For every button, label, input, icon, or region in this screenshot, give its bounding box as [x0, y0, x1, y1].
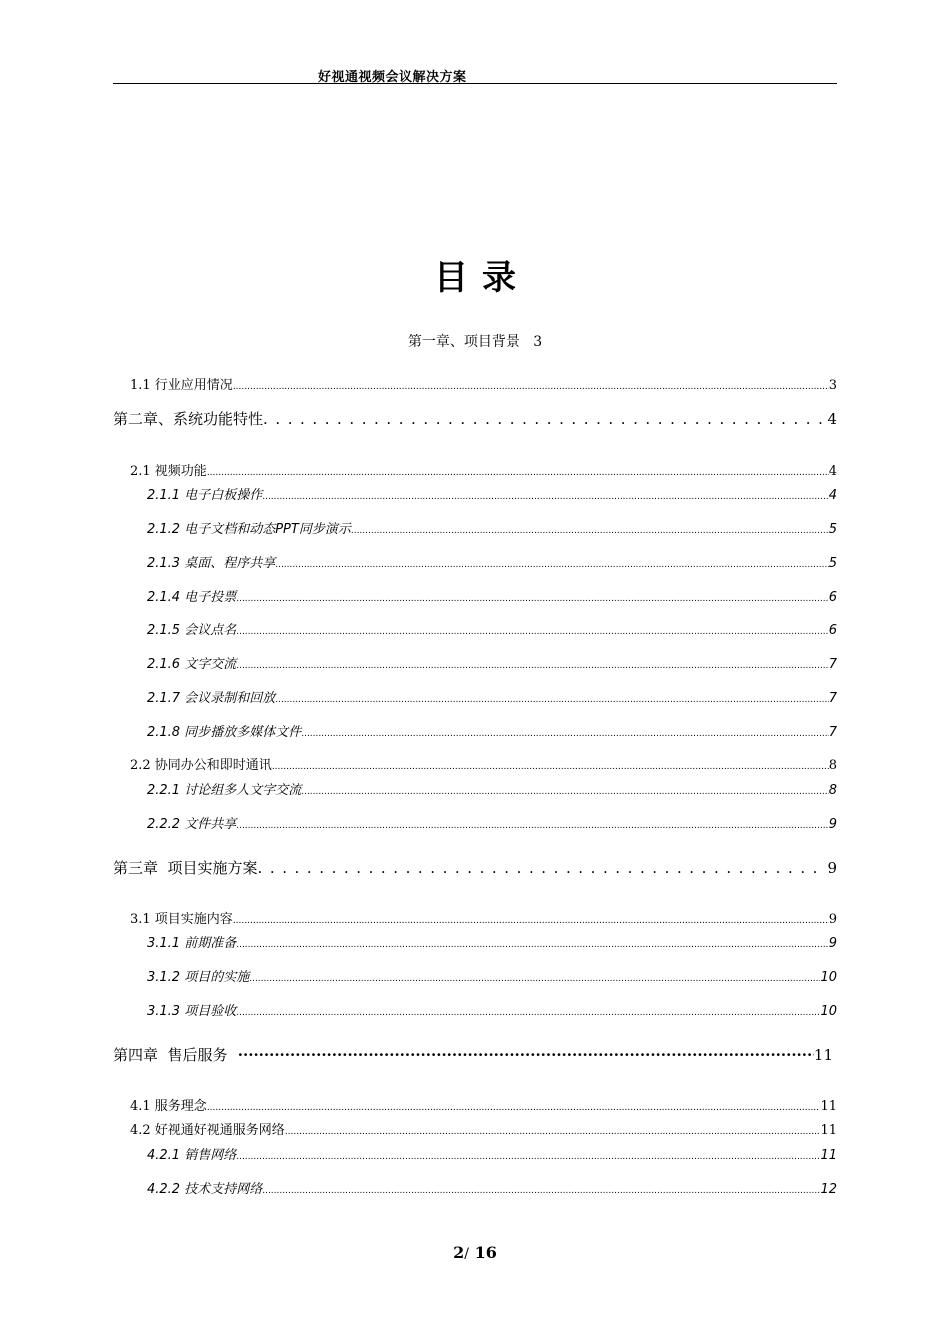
- toc-entry-label: 3.1.1 前期准备: [147, 936, 237, 951]
- total-page-count: 16: [469, 1243, 497, 1262]
- toc-entry-label: 3.1 项目实施内容: [130, 912, 233, 927]
- toc-entry-label: 4.1 服务理念: [130, 1099, 207, 1114]
- toc-entry-page: 9: [828, 817, 837, 832]
- dot-leader: [236, 661, 829, 671]
- dot-leader: [263, 410, 825, 428]
- toc-entry-3-1-1[interactable]: [147, 932, 837, 951]
- dot-leader: [236, 627, 829, 637]
- dot-leader: [207, 1103, 821, 1113]
- toc-entry-2-2-2[interactable]: [147, 813, 837, 832]
- dot-leader: [285, 1127, 821, 1137]
- dot-leader: [351, 526, 829, 536]
- toc-entry-label: 2.1.8 同步播放多媒体文件: [147, 725, 302, 740]
- toc-entry-page: 6: [828, 590, 837, 605]
- dot-leader: [207, 468, 829, 478]
- toc-entry-2-1-8[interactable]: [147, 721, 837, 740]
- toc-entry-label: 3.1.3 项目验收: [147, 1004, 237, 1019]
- dot-leader: [236, 821, 829, 831]
- toc-entry-label: 4.2 好视通好视通服务网络: [130, 1123, 285, 1138]
- dot-leader: [236, 940, 829, 950]
- toc-entry-label: 第二章、系统功能特性: [113, 410, 264, 428]
- toc-entry-label: 2.1.2 电子文档和动态PPT同步演示: [147, 522, 351, 537]
- dot-leader: [233, 382, 829, 392]
- toc-entry-page: 11: [820, 1123, 837, 1138]
- dot-leader: [272, 762, 829, 772]
- toc-entry-page: 7: [828, 725, 837, 740]
- toc-entry-2-1-7[interactable]: [147, 687, 837, 706]
- toc-entry-page: 3: [828, 378, 837, 393]
- toc-entry-2-1-2[interactable]: [147, 518, 837, 537]
- dot-leader: [262, 1186, 820, 1196]
- toc-entry-label: 2.1.1 电子白板操作: [147, 488, 263, 503]
- toc-entry-page: 4: [828, 488, 837, 503]
- toc-entry-page: 4: [827, 410, 837, 428]
- toc-entry-page: 4: [828, 464, 837, 479]
- header-rule: [113, 83, 837, 84]
- dot-leader: [258, 859, 826, 877]
- page-separator: /: [464, 1246, 469, 1262]
- toc-entry-label: 2.2 协同办公和即时通讯: [130, 758, 272, 773]
- toc-entry-2-2-1[interactable]: [147, 779, 837, 798]
- toc-entry-4-1[interactable]: [130, 1095, 837, 1114]
- toc-entry-page: 11: [820, 1148, 837, 1163]
- toc-entry-label: 2.1.7 会议录制和回放: [147, 691, 276, 706]
- toc-entry-label: 2.1.5 会议点名: [147, 623, 237, 638]
- dot-leader: [275, 695, 829, 705]
- toc-entry-page: 11: [820, 1099, 837, 1114]
- dot-leader: [238, 1046, 814, 1064]
- toc-entry-2-2[interactable]: [130, 754, 837, 773]
- dot-leader: [262, 492, 829, 502]
- dot-leader: [301, 787, 829, 797]
- toc-entry-4-2-1[interactable]: [147, 1144, 837, 1163]
- toc-chapter-4[interactable]: [113, 1044, 833, 1065]
- dot-leader: [236, 1008, 820, 1018]
- dot-leader: [301, 729, 829, 739]
- toc-title: 目录: [434, 258, 530, 298]
- toc-entry-page: 3: [533, 334, 543, 350]
- toc-entry-page: 7: [828, 691, 837, 706]
- toc-entry-1-1[interactable]: [130, 374, 837, 393]
- toc-entry-2-1-3[interactable]: [147, 552, 837, 571]
- toc-chapter-2[interactable]: [113, 408, 837, 429]
- toc-chapter-1[interactable]: [0, 331, 950, 351]
- toc-entry-label: 第一章、项目背景: [407, 334, 520, 350]
- toc-entry-label: 2.1 视频功能: [130, 464, 207, 479]
- toc-entry-page: 8: [828, 758, 837, 773]
- page-number-footer: [0, 1243, 950, 1262]
- toc-entry-3-1-3[interactable]: [147, 1000, 837, 1019]
- toc-entry-page: 12: [820, 1182, 837, 1197]
- toc-entry-label: 第四章 售后服务: [113, 1046, 228, 1064]
- toc-entry-3-1[interactable]: [130, 908, 837, 927]
- toc-entry-label: 1.1 行业应用情况: [130, 378, 233, 393]
- toc-entry-2-1[interactable]: [130, 460, 837, 479]
- toc-entry-page: 9: [828, 936, 837, 951]
- dot-leader: [236, 1152, 820, 1162]
- toc-entry-label: 2.1.6 文字交流: [147, 657, 237, 672]
- toc-entry-page: 9: [827, 859, 837, 877]
- toc-entry-2-1-4[interactable]: [147, 586, 837, 605]
- toc-entry-label: 2.2.2 文件共享: [147, 817, 237, 832]
- header-title: 好视通视频会议解决方案: [318, 70, 467, 85]
- toc-entry-page: 10: [820, 1004, 837, 1019]
- dot-leader: [233, 916, 829, 926]
- toc-entry-2-1-1[interactable]: [147, 484, 837, 503]
- toc-chapter-3[interactable]: [113, 857, 837, 878]
- toc-entry-page: 8: [828, 783, 837, 798]
- toc-entry-label: 2.1.4 电子投票: [147, 590, 237, 605]
- toc-entry-page: 11: [813, 1046, 833, 1064]
- toc-entry-page: 5: [828, 522, 837, 537]
- toc-entry-label: 4.2.1 销售网络: [147, 1148, 237, 1163]
- toc-entry-page: 5: [828, 556, 837, 571]
- dot-leader: [236, 594, 829, 604]
- toc-entry-label: 2.2.1 讨论组多人文字交流: [147, 783, 302, 798]
- toc-entry-page: 6: [828, 623, 837, 638]
- toc-entry-page: 7: [828, 657, 837, 672]
- toc-entry-page: 9: [828, 912, 837, 927]
- dot-leader: [249, 974, 820, 984]
- toc-entry-page: 10: [820, 970, 837, 985]
- toc-entry-2-1-6[interactable]: [147, 653, 837, 672]
- current-page-number: 2: [453, 1243, 465, 1262]
- toc-entry-label: 3.1.2 项目的实施: [147, 970, 250, 985]
- toc-entry-label: 4.2.2 技术支持网络: [147, 1182, 263, 1197]
- toc-entry-2-1-5[interactable]: [147, 619, 837, 638]
- toc-entry-4-2[interactable]: [130, 1119, 837, 1138]
- toc-entry-4-2-2[interactable]: [147, 1178, 837, 1197]
- dot-leader: [275, 560, 829, 570]
- toc-entry-label: 2.1.3 桌面、程序共享: [147, 556, 276, 571]
- toc-entry-3-1-2[interactable]: [147, 966, 837, 985]
- toc-entry-label: 第三章 项目实施方案: [113, 859, 258, 877]
